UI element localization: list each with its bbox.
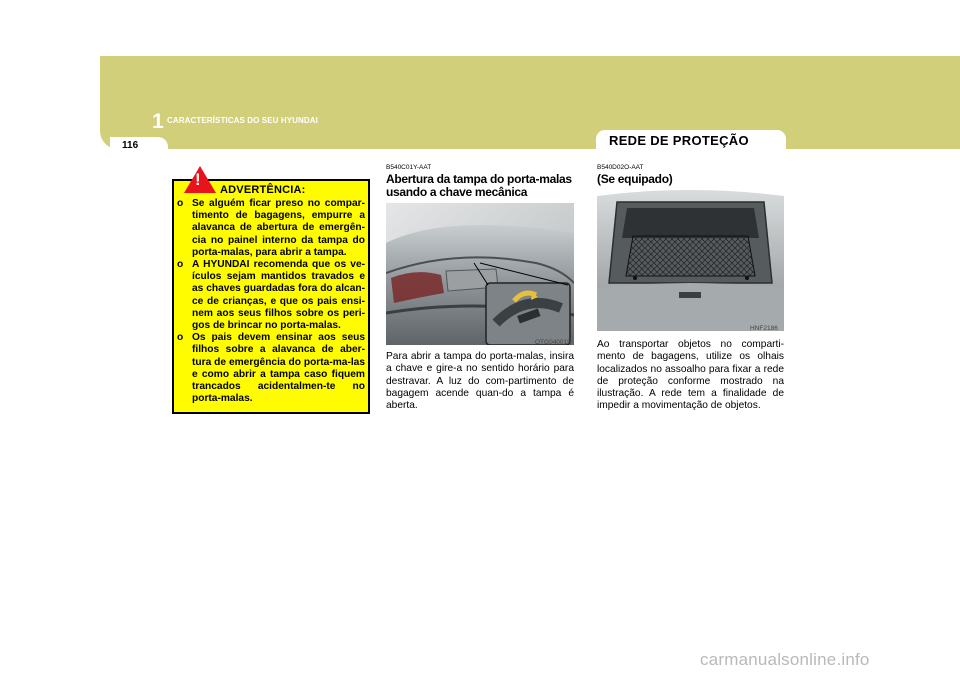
trunk-key-svg [386,203,574,345]
warning-item-text: Os pais devem ensinar aos seus filhos sobre a alavanca de aber-tura de emergência do porta-ma-las e como abrir a tampa caso fiquem trancados acidentalmen-te no porta-malas. [192,332,365,405]
net-section-code: B540D02O-AAT [597,164,644,171]
trunk-section-heading-line1: Abertura da tampa do porta-malas [386,172,572,186]
trunk-section-heading-line2: usando a chave mecânica [386,185,528,199]
trunk-key-illustration [386,203,574,345]
cargo-net-illustration [597,188,784,331]
trunk-figure-label: OTG040015 [535,339,571,346]
page-number-tab [110,137,168,158]
header-band [100,56,960,149]
net-section-body: Ao transportar objetos no comparti-mento de bagagens, utilize os olhais localizados no assoalho para fixar a rede de proteção conforme mostrado na ilustração. A rede tem a finalidade de impedir a movimentação de objetos. [597,339,784,412]
section-title: REDE DE PROTEÇÃO [609,133,749,148]
chapter-number: 1 [152,110,164,133]
bullet: o [177,198,184,209]
warning-item [177,259,365,332]
warning-title: ADVERTÊNCIA: [220,184,306,196]
chapter-title: CARACTERÍSTICAS DO SEU HYUNDAI [167,116,319,125]
warning-list [177,198,365,405]
watermark: carmanualsonline.info [700,650,870,669]
bullet: o [177,259,184,271]
warning-item [177,198,365,259]
warning-exclamation: ! [195,170,201,189]
warning-item-text: Se alguém ficar preso no compar-timento de bagagens, empurre a alavanca de abertura de emergên-cia no painel interno da tampa do porta-malas, para abrir a tampa. [192,198,365,258]
warning-item-text: A HYUNDAI recomenda que os ve-ículos sejam mantidos travados e as chaves guardadas fora do alcan-ce de crianças, e que os pais ensi-nem aos seus filhos sobre os peri-gos de brincar no porta-malas. [192,259,365,332]
net-section-heading: (Se equipado) [597,172,673,186]
warning-item [177,332,365,405]
trunk-section-code: B540C01Y-AAT [386,164,432,171]
cargo-net-svg [597,188,784,331]
trunk-section-body: Para abrir a tampa do porta-malas, insira a chave e gire-a no sentido horário para destravar. A luz do com-partimento de bagagem acende quan-do a tampa é aberta. [386,351,574,412]
net-figure-label: HNF2186 [750,325,778,332]
page-number: 116 [122,140,139,151]
bullet: o [177,332,184,344]
